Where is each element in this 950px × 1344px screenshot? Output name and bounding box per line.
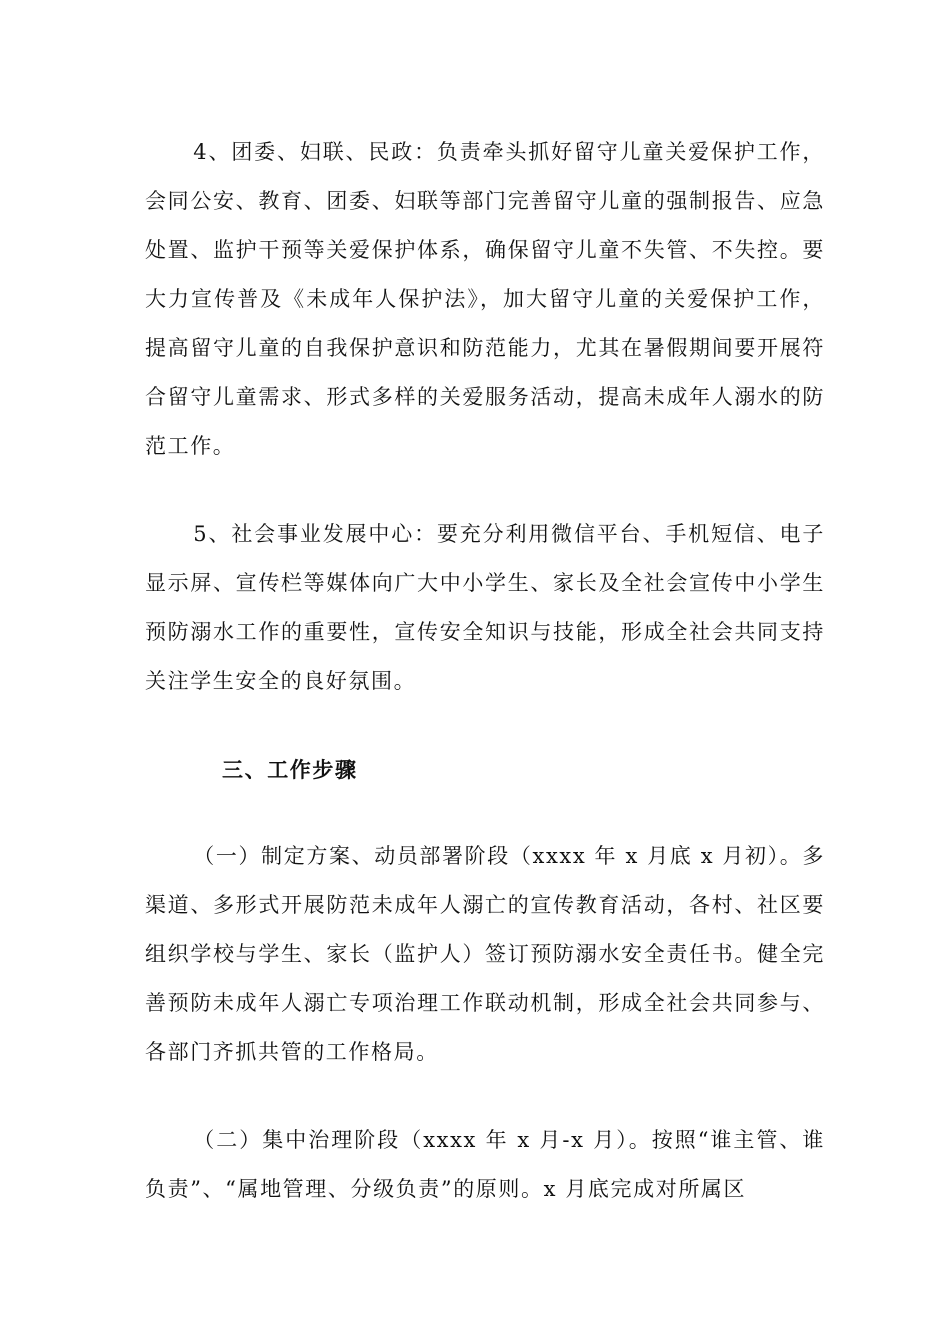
section-heading: 三、工作步骤 [222,758,358,782]
paragraph-item-4: 4、团委、妇联、民政：负责牵头抓好留守儿童关爱保护工作，会同公安、教育、团委、妇联等部门完善留守儿童的强制报告、应急处置、监护干预等关爱保护体系，确保留守儿童不失管、不失控。要大力宣传普及《未成年人保护法》，加大留守儿童的关爱保护工作，提高留守儿童的自我保护意识和防范能力，尤其在暑假期间要开展符合留守儿童需求、形式多样的关爱服务活动，提高未成年人溺水的防范工作。 [145,140,825,458]
paragraph-step-1: （一）制定方案、动员部署阶段（xxxx 年 x 月底 x 月初）。多渠道、多形式开展防范未成年人溺亡的宣传教育活动，各村、社区要组织学校与学生、家长（监护人）签订预防溺水安全责任书。健全完善预防未成年人溺亡专项治理工作联动机制，形成全社会共同参与、各部门齐抓共管的工作格局。 [145,844,825,1064]
paragraph-step-2: （二）集中治理阶段（xxxx 年 x 月-x 月）。按照“谁主管、谁负责”、“属地管理、分级负责”的原则。x 月底完成对所属区 [145,1128,825,1201]
paragraph-item-5: 5、社会事业发展中心：要充分利用微信平台、手机短信、电子显示屏、宣传栏等媒体向广大中小学生、家长及全社会宣传中小学生预防溺水工作的重要性，宣传安全知识与技能，形成全社会共同支持关注学生安全的良好氛围。 [145,522,825,693]
